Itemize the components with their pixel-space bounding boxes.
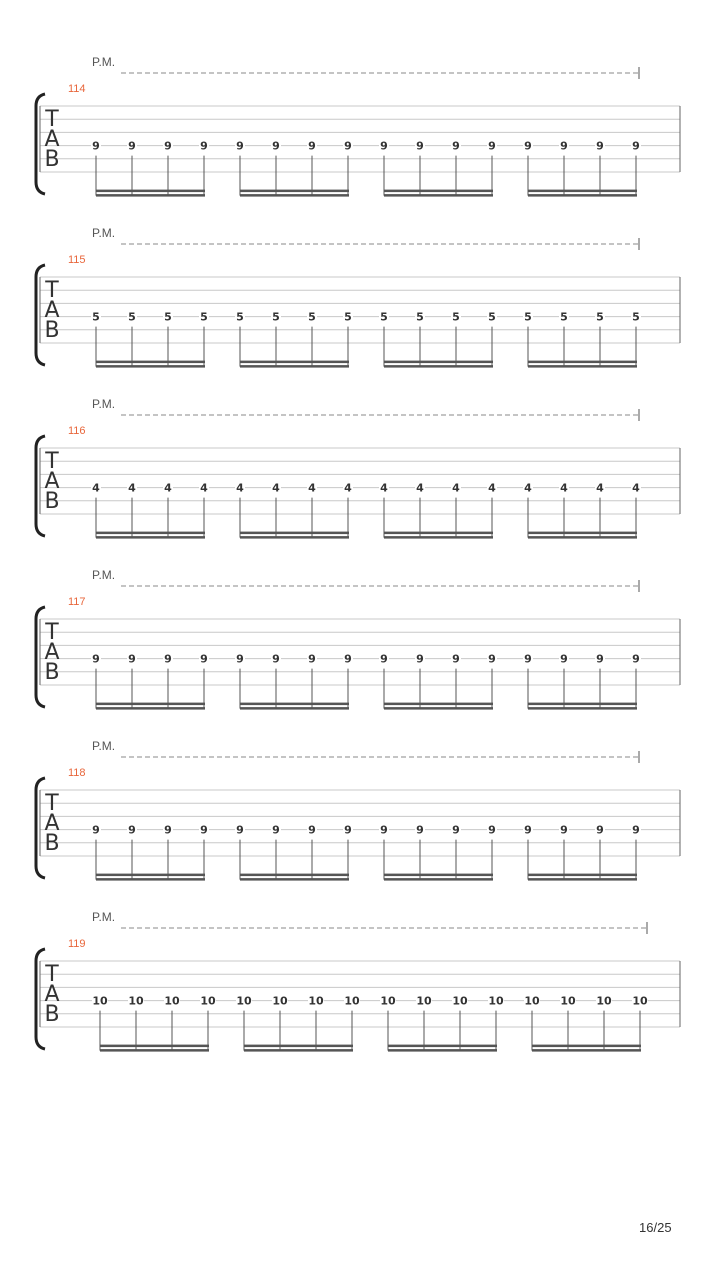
fret-number: 10: [92, 994, 108, 1008]
beam-lower: [96, 365, 205, 368]
tab-clef-letter: A: [44, 127, 60, 152]
fret-number: 9: [380, 139, 388, 153]
beam-lower: [96, 194, 205, 197]
fret-number: 9: [632, 139, 640, 153]
tab-clef-letter: A: [44, 982, 60, 1007]
beam-lower: [528, 536, 637, 539]
tab-clef-letter: A: [44, 298, 60, 323]
fret-number: 9: [92, 139, 100, 153]
beam-upper: [528, 361, 637, 364]
fret-number: 4: [92, 481, 100, 495]
beam-upper: [384, 532, 493, 535]
fret-number: 5: [632, 310, 640, 324]
fret-number: 9: [380, 652, 388, 666]
beam-upper: [96, 874, 205, 877]
fret-number: 10: [344, 994, 360, 1008]
fret-number: 9: [200, 823, 208, 837]
tab-clef-letter: B: [44, 489, 60, 514]
fret-number: 4: [488, 481, 496, 495]
palm-mute-label: P.M.: [92, 397, 116, 411]
fret-number: 9: [236, 139, 244, 153]
measure-number: 116: [68, 425, 86, 437]
fret-number: 4: [272, 481, 280, 495]
page-total: 25: [657, 1220, 672, 1235]
tab-clef-letter: B: [44, 1002, 60, 1027]
beam-upper: [384, 361, 493, 364]
palm-mute-label: P.M.: [92, 568, 116, 582]
beam-lower: [240, 536, 349, 539]
fret-number: 9: [200, 652, 208, 666]
fret-number: 9: [488, 652, 496, 666]
beam-lower: [388, 1049, 497, 1052]
fret-number: 5: [308, 310, 316, 324]
fret-number: 4: [128, 481, 136, 495]
tab-clef-letter: T: [45, 962, 59, 987]
fret-number: 9: [92, 823, 100, 837]
beam-lower: [532, 1049, 641, 1052]
fret-number: 4: [344, 481, 352, 495]
tab-clef-letter: B: [44, 660, 60, 685]
beam-lower: [384, 536, 493, 539]
tab-clef-letter: B: [44, 831, 60, 856]
beam-upper: [528, 703, 637, 706]
tab-clef-letter: T: [45, 449, 59, 474]
fret-number: 9: [344, 652, 352, 666]
fret-number: 5: [92, 310, 100, 324]
beam-lower: [384, 878, 493, 881]
fret-number: 5: [452, 310, 460, 324]
fret-number: 9: [164, 823, 172, 837]
fret-number: 9: [308, 823, 316, 837]
page-separator: /: [653, 1220, 658, 1235]
tab-clef-letter: T: [45, 107, 59, 132]
fret-number: 9: [164, 139, 172, 153]
fret-number: 9: [416, 139, 424, 153]
fret-number: 4: [596, 481, 604, 495]
fret-number: 5: [236, 310, 244, 324]
beam-lower: [100, 1049, 209, 1052]
fret-number: 9: [632, 652, 640, 666]
beam-upper: [240, 190, 349, 193]
fret-number: 4: [416, 481, 424, 495]
fret-number: 9: [416, 823, 424, 837]
fret-number: 5: [416, 310, 424, 324]
fret-number: 9: [236, 652, 244, 666]
beam-upper: [532, 1045, 641, 1048]
fret-number: 9: [92, 652, 100, 666]
fret-number: 5: [128, 310, 136, 324]
fret-number: 4: [524, 481, 532, 495]
fret-number: 9: [200, 139, 208, 153]
fret-number: 5: [596, 310, 604, 324]
fret-number: 10: [632, 994, 648, 1008]
fret-number: 10: [524, 994, 540, 1008]
beam-upper: [528, 190, 637, 193]
fret-number: 9: [524, 823, 532, 837]
beam-lower: [384, 707, 493, 710]
tab-clef-letter: B: [44, 318, 60, 343]
fret-number: 9: [308, 652, 316, 666]
fret-number: 5: [200, 310, 208, 324]
fret-number: 9: [452, 652, 460, 666]
fret-number: 9: [596, 823, 604, 837]
fret-number: 9: [632, 823, 640, 837]
measure-number: 115: [68, 254, 86, 266]
beam-lower: [96, 878, 205, 881]
fret-number: 4: [164, 481, 172, 495]
fret-number: 5: [488, 310, 496, 324]
palm-mute-label: P.M.: [92, 739, 116, 753]
fret-number: 10: [488, 994, 504, 1008]
fret-number: 10: [452, 994, 468, 1008]
fret-number: 4: [236, 481, 244, 495]
fret-number: 5: [380, 310, 388, 324]
fret-number: 9: [596, 652, 604, 666]
fret-number: 5: [560, 310, 568, 324]
fret-number: 9: [164, 652, 172, 666]
fret-number: 5: [164, 310, 172, 324]
fret-number: 10: [596, 994, 612, 1008]
fret-number: 9: [128, 652, 136, 666]
fret-number: 10: [128, 994, 144, 1008]
fret-number: 4: [632, 481, 640, 495]
beam-upper: [96, 703, 205, 706]
tab-clef-letter: B: [44, 147, 60, 172]
fret-number: 9: [344, 139, 352, 153]
beam-upper: [384, 703, 493, 706]
beam-lower: [96, 707, 205, 710]
fret-number: 10: [308, 994, 324, 1008]
fret-number: 10: [272, 994, 288, 1008]
tab-clef-letter: T: [45, 278, 59, 303]
fret-number: 5: [524, 310, 532, 324]
beam-upper: [240, 361, 349, 364]
fret-number: 10: [416, 994, 432, 1008]
palm-mute-label: P.M.: [92, 226, 116, 240]
fret-number: 10: [560, 994, 576, 1008]
beam-upper: [388, 1045, 497, 1048]
beam-lower: [528, 194, 637, 197]
fret-number: 9: [380, 823, 388, 837]
fret-number: 9: [416, 652, 424, 666]
beam-lower: [244, 1049, 353, 1052]
fret-number: 9: [560, 823, 568, 837]
fret-number: 9: [596, 139, 604, 153]
beam-upper: [240, 874, 349, 877]
fret-number: 9: [344, 823, 352, 837]
tab-clef-letter: T: [45, 791, 59, 816]
palm-mute-label: P.M.: [92, 55, 116, 69]
measure-number: 119: [68, 938, 86, 950]
fret-number: 9: [272, 652, 280, 666]
beam-lower: [96, 536, 205, 539]
fret-number: 9: [524, 139, 532, 153]
beam-upper: [100, 1045, 209, 1048]
measure-number: 118: [68, 767, 86, 779]
fret-number: 4: [452, 481, 460, 495]
fret-number: 9: [488, 139, 496, 153]
fret-number: 10: [200, 994, 216, 1008]
fret-number: 10: [236, 994, 252, 1008]
beam-upper: [96, 532, 205, 535]
beam-lower: [528, 365, 637, 368]
fret-number: 9: [560, 652, 568, 666]
fret-number: 5: [272, 310, 280, 324]
beam-lower: [384, 194, 493, 197]
beam-lower: [528, 878, 637, 881]
fret-number: 4: [380, 481, 388, 495]
fret-number: 10: [380, 994, 396, 1008]
beam-lower: [240, 365, 349, 368]
fret-number: 5: [344, 310, 352, 324]
fret-number: 9: [128, 823, 136, 837]
measure-number: 117: [68, 596, 86, 608]
fret-number: 4: [200, 481, 208, 495]
beam-lower: [240, 194, 349, 197]
beam-upper: [96, 190, 205, 193]
fret-number: 9: [452, 823, 460, 837]
tab-clef-letter: T: [45, 620, 59, 645]
tab-clef-letter: A: [44, 469, 60, 494]
tab-clef-letter: A: [44, 811, 60, 836]
fret-number: 9: [272, 139, 280, 153]
beam-upper: [528, 874, 637, 877]
beam-lower: [384, 365, 493, 368]
fret-number: 9: [488, 823, 496, 837]
beam-upper: [244, 1045, 353, 1048]
beam-lower: [240, 707, 349, 710]
beam-lower: [528, 707, 637, 710]
fret-number: 10: [164, 994, 180, 1008]
beam-upper: [96, 361, 205, 364]
fret-number: 9: [128, 139, 136, 153]
beam-upper: [240, 703, 349, 706]
fret-number: 4: [560, 481, 568, 495]
fret-number: 4: [308, 481, 316, 495]
beam-upper: [528, 532, 637, 535]
fret-number: 9: [308, 139, 316, 153]
fret-number: 9: [560, 139, 568, 153]
beam-upper: [384, 874, 493, 877]
tab-clef-letter: A: [44, 640, 60, 665]
page-current: 16: [639, 1220, 654, 1235]
beam-upper: [384, 190, 493, 193]
fret-number: 9: [452, 139, 460, 153]
fret-number: 9: [236, 823, 244, 837]
fret-number: 9: [272, 823, 280, 837]
fret-number: 9: [524, 652, 532, 666]
palm-mute-label: P.M.: [92, 910, 116, 924]
measure-number: 114: [68, 83, 86, 95]
beam-lower: [240, 878, 349, 881]
page-number: [639, 1220, 672, 1235]
beam-upper: [240, 532, 349, 535]
